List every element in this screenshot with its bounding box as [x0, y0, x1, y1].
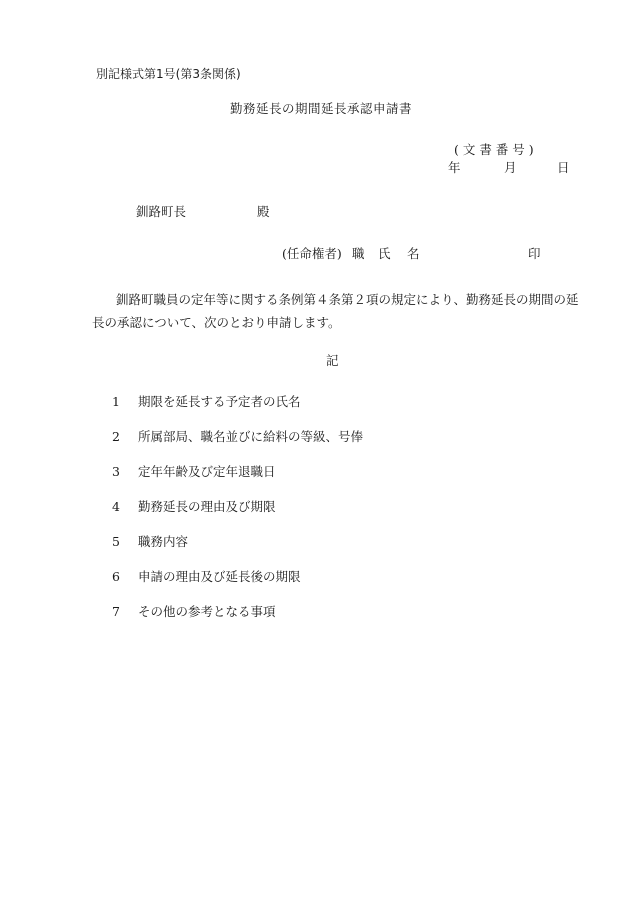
list-item	[112, 604, 363, 639]
applicant-name-label-given: 名	[407, 246, 420, 261]
application-body-text: 釧路町職員の定年等に関する条例第４条第２項の規定により、勤務延長の期間の延長の承認について、次のとおり申請します。	[92, 292, 579, 330]
addressee-name: 釧路町長	[136, 204, 187, 219]
item-list	[112, 394, 363, 639]
form-number: 別記様式第1号(第3条関係)	[96, 67, 241, 81]
item-number: 3	[112, 464, 120, 479]
page-title: 勤務延長の期間延長承認申請書	[230, 101, 413, 116]
applicant-position-label: 職	[352, 246, 365, 261]
ki-heading: 記	[326, 353, 339, 368]
item-number: 5	[112, 534, 120, 549]
item-text: 期限を延長する予定者の氏名	[138, 394, 301, 409]
item-text: 所属部局、職名並びに給料の等級、号俸	[138, 429, 364, 444]
item-number: 6	[112, 569, 120, 584]
addressee-honorific: 殿	[257, 204, 270, 219]
item-text: 定年年齢及び定年退職日	[138, 464, 276, 479]
date-month-label: 月	[504, 160, 517, 175]
date-year-label: 年	[448, 160, 461, 175]
list-item	[112, 499, 363, 534]
list-item	[112, 429, 363, 464]
seal-label: 印	[528, 246, 541, 261]
date-day-label: 日	[557, 160, 570, 175]
item-number: 1	[112, 394, 120, 409]
item-number: 4	[112, 499, 120, 514]
list-item	[112, 569, 363, 604]
item-text: その他の参考となる事項	[138, 604, 276, 619]
document-number-label: ( 文 書 番 号 )	[454, 142, 534, 157]
item-number: 2	[112, 429, 120, 444]
list-item	[112, 394, 363, 429]
item-text: 勤務延長の理由及び期限	[138, 499, 276, 514]
applicant-name-label-surname: 氏	[378, 246, 391, 261]
applicant-role-label: (任命権者)	[282, 246, 342, 261]
item-number: 7	[112, 604, 120, 619]
item-text: 職務内容	[138, 534, 189, 549]
list-item	[112, 464, 363, 499]
item-text: 申請の理由及び延長後の期限	[138, 569, 301, 584]
list-item	[112, 534, 363, 569]
